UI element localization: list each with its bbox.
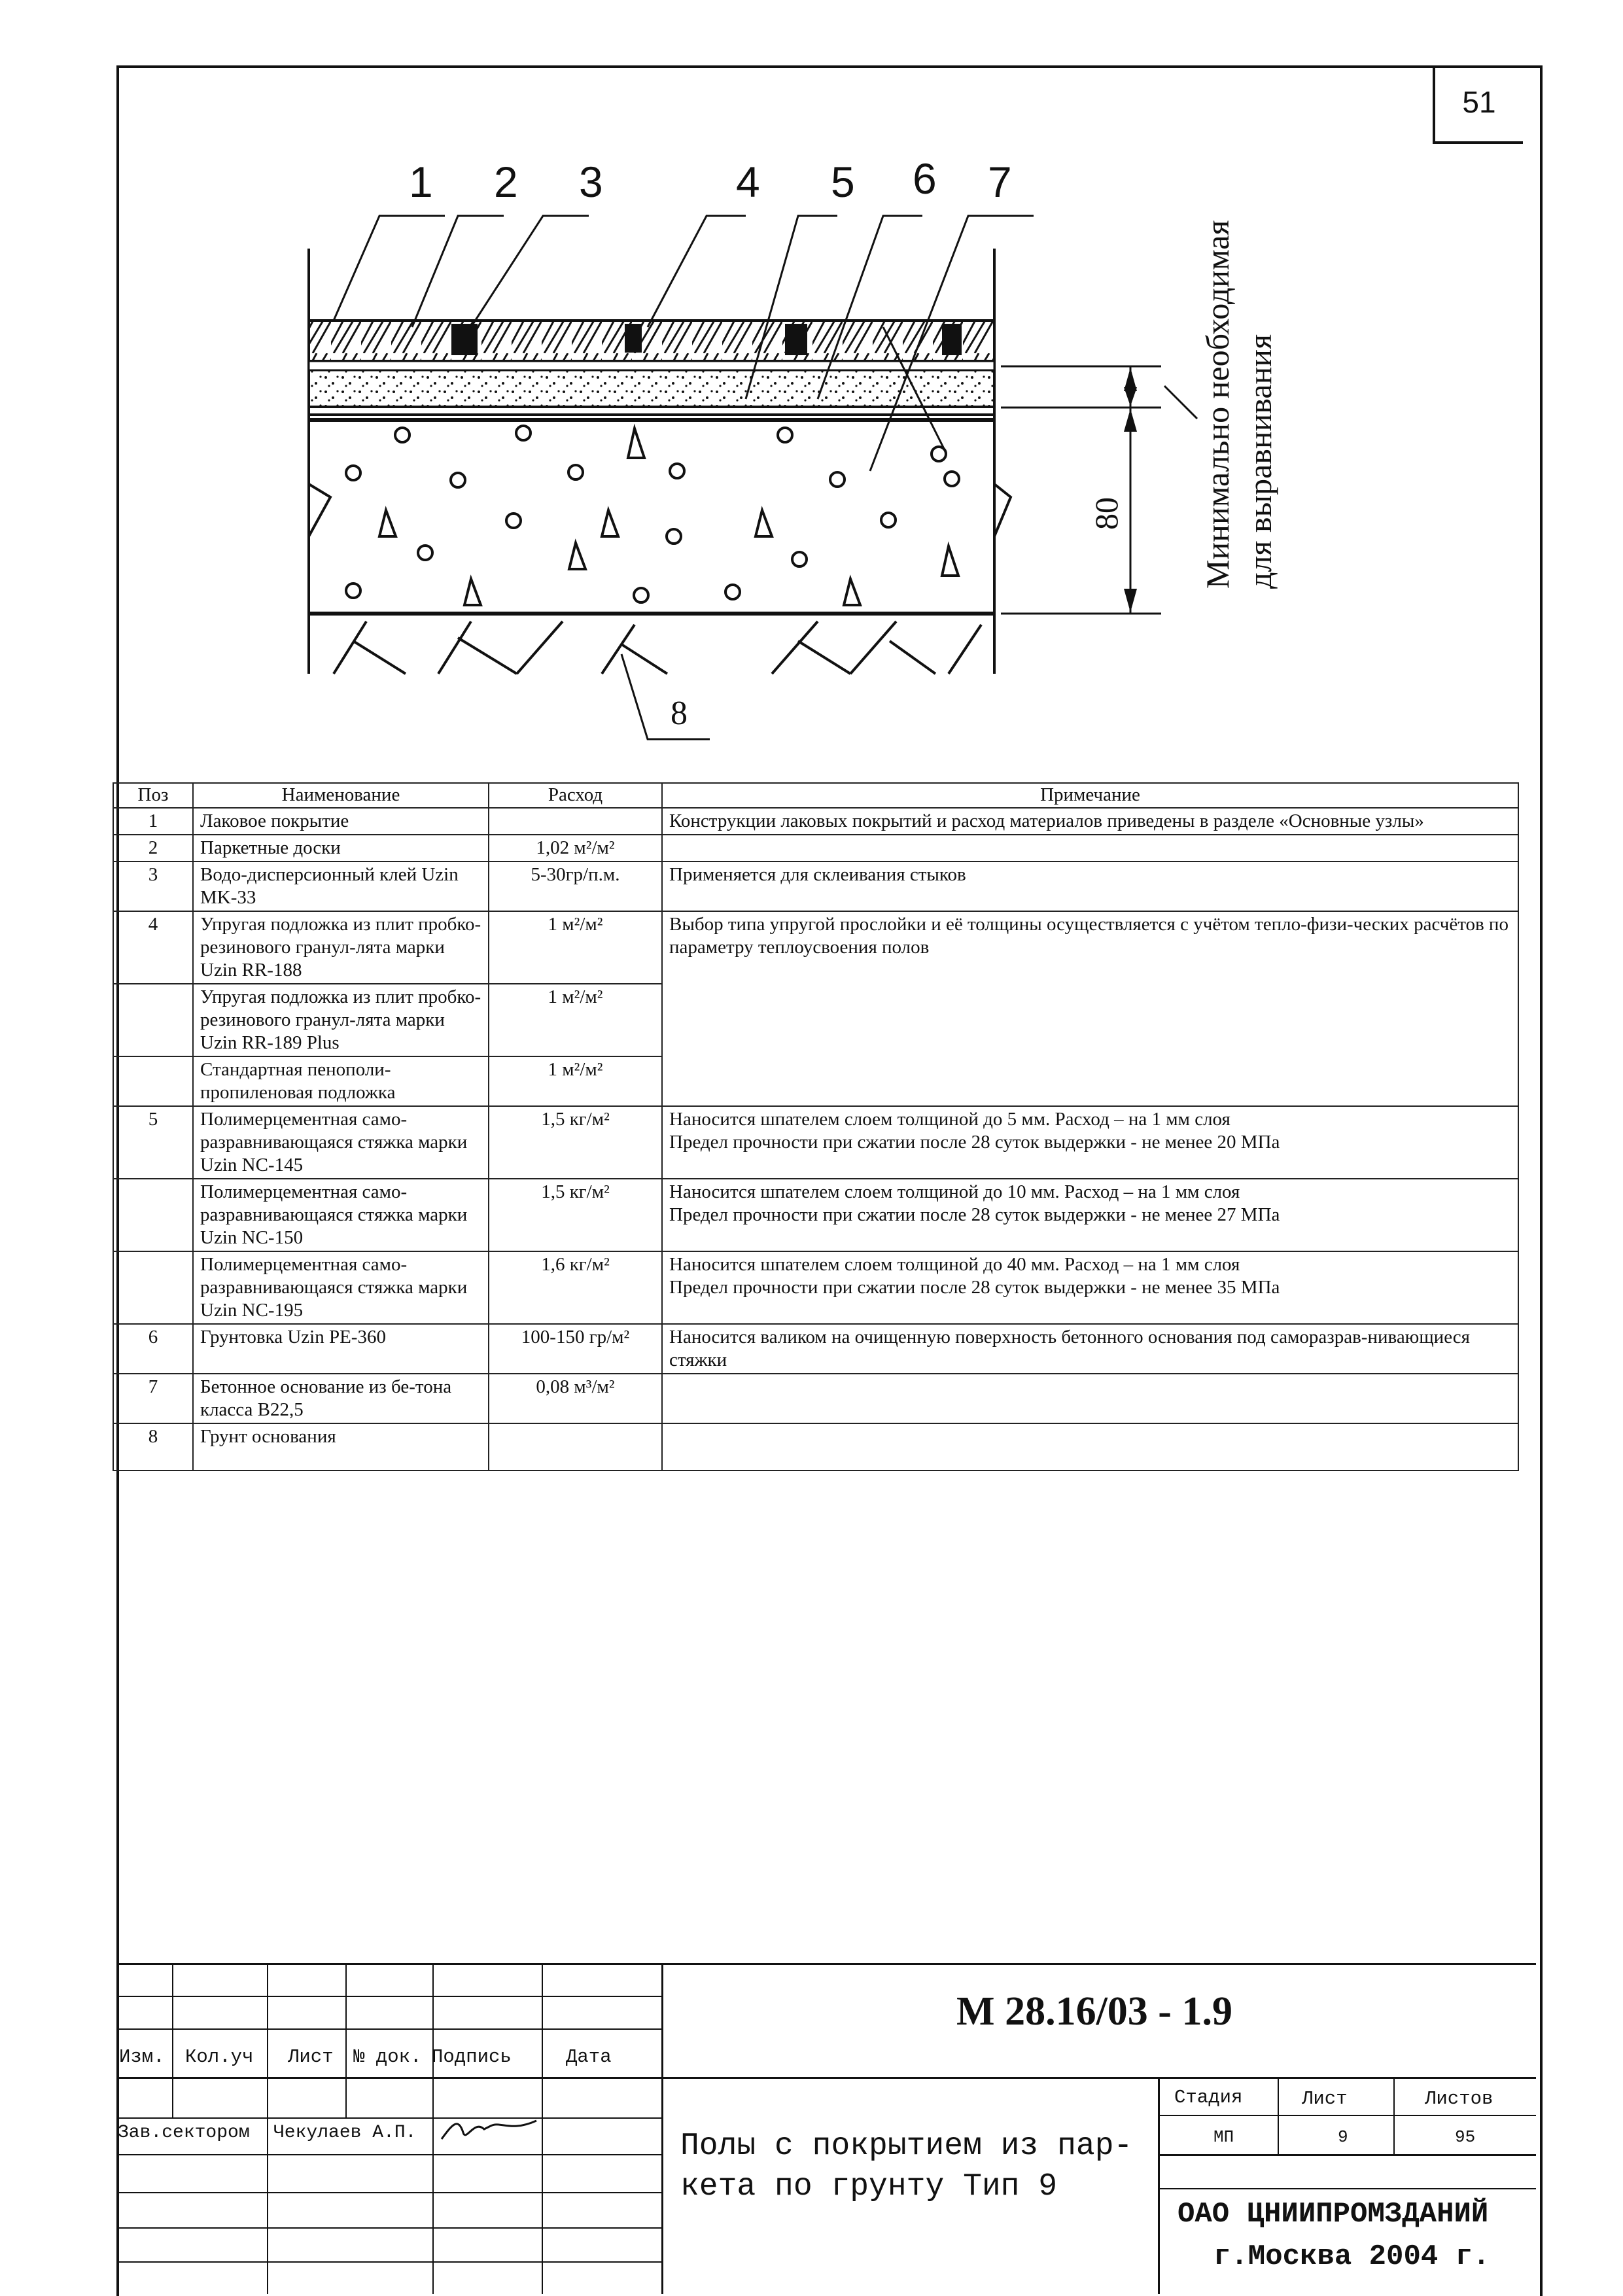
cell-name: Полимерцементная само-разравнивающаяся стяжка марки Uzin NC-145 [193, 1106, 489, 1179]
cell-name: Грунтовка Uzin PE-360 [193, 1324, 489, 1374]
cell-pos: 3 [113, 861, 193, 911]
sheets-label: Листов [1425, 2088, 1493, 2110]
cell-name: Бетонное основание из бе-тона класса В22,5 [193, 1374, 489, 1423]
cell-pos [113, 1179, 193, 1251]
cell-pos [113, 1251, 193, 1324]
col-doc: № док. [353, 2046, 422, 2068]
cell-name: Упругая подложка из плит пробко-резинового гранул-лята марки Uzin RR-188 [193, 911, 489, 984]
sheet-value: 9 [1338, 2127, 1348, 2147]
org-name: ОАО ЦНИИПРОМЗДАНИЙ [1178, 2198, 1489, 2231]
cell-pos [113, 984, 193, 1056]
cell-note [662, 835, 1518, 861]
callout-2: 2 [494, 158, 518, 206]
header-rate: Расход [489, 783, 662, 808]
signature [438, 2113, 543, 2146]
cell-note: Наносится шпателем слоем толщиной до 40 мм. Расход – на 1 мм слоя Предел прочности при сжатии после 28 суток выдержки - не менее 35 МПа [662, 1251, 1518, 1324]
cell-name: Паркетные доски [193, 835, 489, 861]
cell-note: Наносится шпателем слоем толщиной до 5 мм. Расход – на 1 мм слоя Предел прочности при сжатии после 28 суток выдержки - не менее 20 МПа [662, 1106, 1518, 1179]
table-row [113, 861, 1518, 911]
cell-rate: 1,5 кг/м² [489, 1106, 662, 1179]
note-line-1: Минимально необходимая [1199, 220, 1236, 589]
cell-rate [489, 1423, 662, 1470]
cell-rate: 1 м²/м² [489, 1056, 662, 1106]
person-name: Чекулаев А.П. [273, 2123, 417, 2143]
cell-pos: 6 [113, 1324, 193, 1374]
callout-4: 4 [736, 158, 760, 206]
cell-rate [489, 808, 662, 835]
callout-3: 3 [579, 158, 603, 206]
floor-section-drawing [0, 0, 1623, 785]
col-izm: Изм. [119, 2046, 165, 2068]
cell-pos: 8 [113, 1423, 193, 1470]
table-row [113, 1324, 1518, 1374]
table-row [113, 1374, 1518, 1423]
note-line-2: для выравнивания [1242, 334, 1278, 589]
cell-note: Наносится шпателем слоем толщиной до 10 мм. Расход – на 1 мм слоя Предел прочности при сжатии после 28 суток выдержки - не менее 27 МПа [662, 1179, 1518, 1251]
callout-1: 1 [409, 158, 433, 206]
table-header-row [113, 783, 1518, 808]
cell-rate: 1,6 кг/м² [489, 1251, 662, 1324]
cell-rate: 1,5 кг/м² [489, 1179, 662, 1251]
cell-name: Стандартная пенополи-пропиленовая подложка [193, 1056, 489, 1106]
cell-rate: 100-150 гр/м² [489, 1324, 662, 1374]
stage-label: Стадия [1174, 2087, 1243, 2108]
table-row [113, 1251, 1518, 1324]
col-date: Дата [566, 2046, 612, 2068]
callout-7: 7 [988, 158, 1012, 206]
title-line-1: Полы с покрытием из пар- [680, 2129, 1133, 2164]
header-pos: Поз [113, 783, 193, 808]
title-line-2: кета по грунту Тип 9 [680, 2169, 1058, 2204]
sheets-value: 95 [1455, 2127, 1476, 2147]
callout-5: 5 [831, 158, 855, 206]
cell-name: Водо-дисперсионный клей Uzin MK-33 [193, 861, 489, 911]
cell-pos: 1 [113, 808, 193, 835]
cell-name: Упругая подложка из плит пробко-резинового гранул-лята марки Uzin RR-189 Plus [193, 984, 489, 1056]
cell-name: Полимерцементная само-разравнивающаяся стяжка марки Uzin NC-150 [193, 1179, 489, 1251]
cell-name: Полимерцементная само-разравнивающаяся стяжка марки Uzin NC-195 [193, 1251, 489, 1324]
cell-pos: 4 [113, 911, 193, 984]
table-row [113, 911, 1518, 984]
cell-note [662, 1374, 1518, 1423]
cell-note: Применяется для склеивания стыков [662, 861, 1518, 911]
cell-pos: 7 [113, 1374, 193, 1423]
cell-note: Наносится валиком на очищенную поверхность бетонного основания под саморазрав-нивающиеся стяжки [662, 1324, 1518, 1374]
cell-rate: 5-30гр/п.м. [489, 861, 662, 911]
table-row [113, 835, 1518, 861]
document-title [680, 2126, 1132, 2207]
callout-8: 8 [671, 695, 688, 732]
cell-note: Конструкции лаковых покрытий и расход материалов приведены в разделе «Основные узлы» [662, 808, 1518, 835]
org-city-year: г.Москва 2004 г. [1213, 2240, 1490, 2273]
cell-rate: 1 м²/м² [489, 984, 662, 1056]
cell-pos: 2 [113, 835, 193, 861]
cell-pos [113, 1056, 193, 1106]
cell-rate: 0,08 м³/м² [489, 1374, 662, 1423]
header-note: Примечание [662, 783, 1518, 808]
table-row [113, 1179, 1518, 1251]
col-list: Лист [288, 2046, 334, 2068]
sheet-number: 51 [1433, 65, 1523, 144]
callout-6: 6 [913, 154, 937, 203]
table-row [113, 1423, 1518, 1470]
cell-rate: 1 м²/м² [489, 911, 662, 984]
table-row [113, 808, 1518, 835]
table-row [113, 1106, 1518, 1179]
cell-pos: 5 [113, 1106, 193, 1179]
role-label: Зав.сектором [118, 2123, 250, 2143]
specification-table [113, 782, 1519, 1471]
header-name: Наименование [193, 783, 489, 808]
cell-rate: 1,02 м²/м² [489, 835, 662, 861]
cell-name: Лаковое покрытие [193, 808, 489, 835]
document-code: М 28.16/03 - 1.9 [956, 1989, 1232, 2034]
cell-note: Выбор типа упругой прослойки и её толщины осуществляется с учётом тепло-физи-ческих расчётов по параметру теплоусвоения полов [662, 911, 1518, 1106]
dimension-80: 80 [1088, 497, 1125, 530]
col-kol: Кол.уч [185, 2046, 254, 2068]
cell-name: Грунт основания [193, 1423, 489, 1470]
col-sign: Подпись [432, 2046, 512, 2068]
cell-note [662, 1423, 1518, 1470]
stage-value: МП [1213, 2127, 1234, 2147]
sheet-label: Лист [1302, 2088, 1348, 2110]
